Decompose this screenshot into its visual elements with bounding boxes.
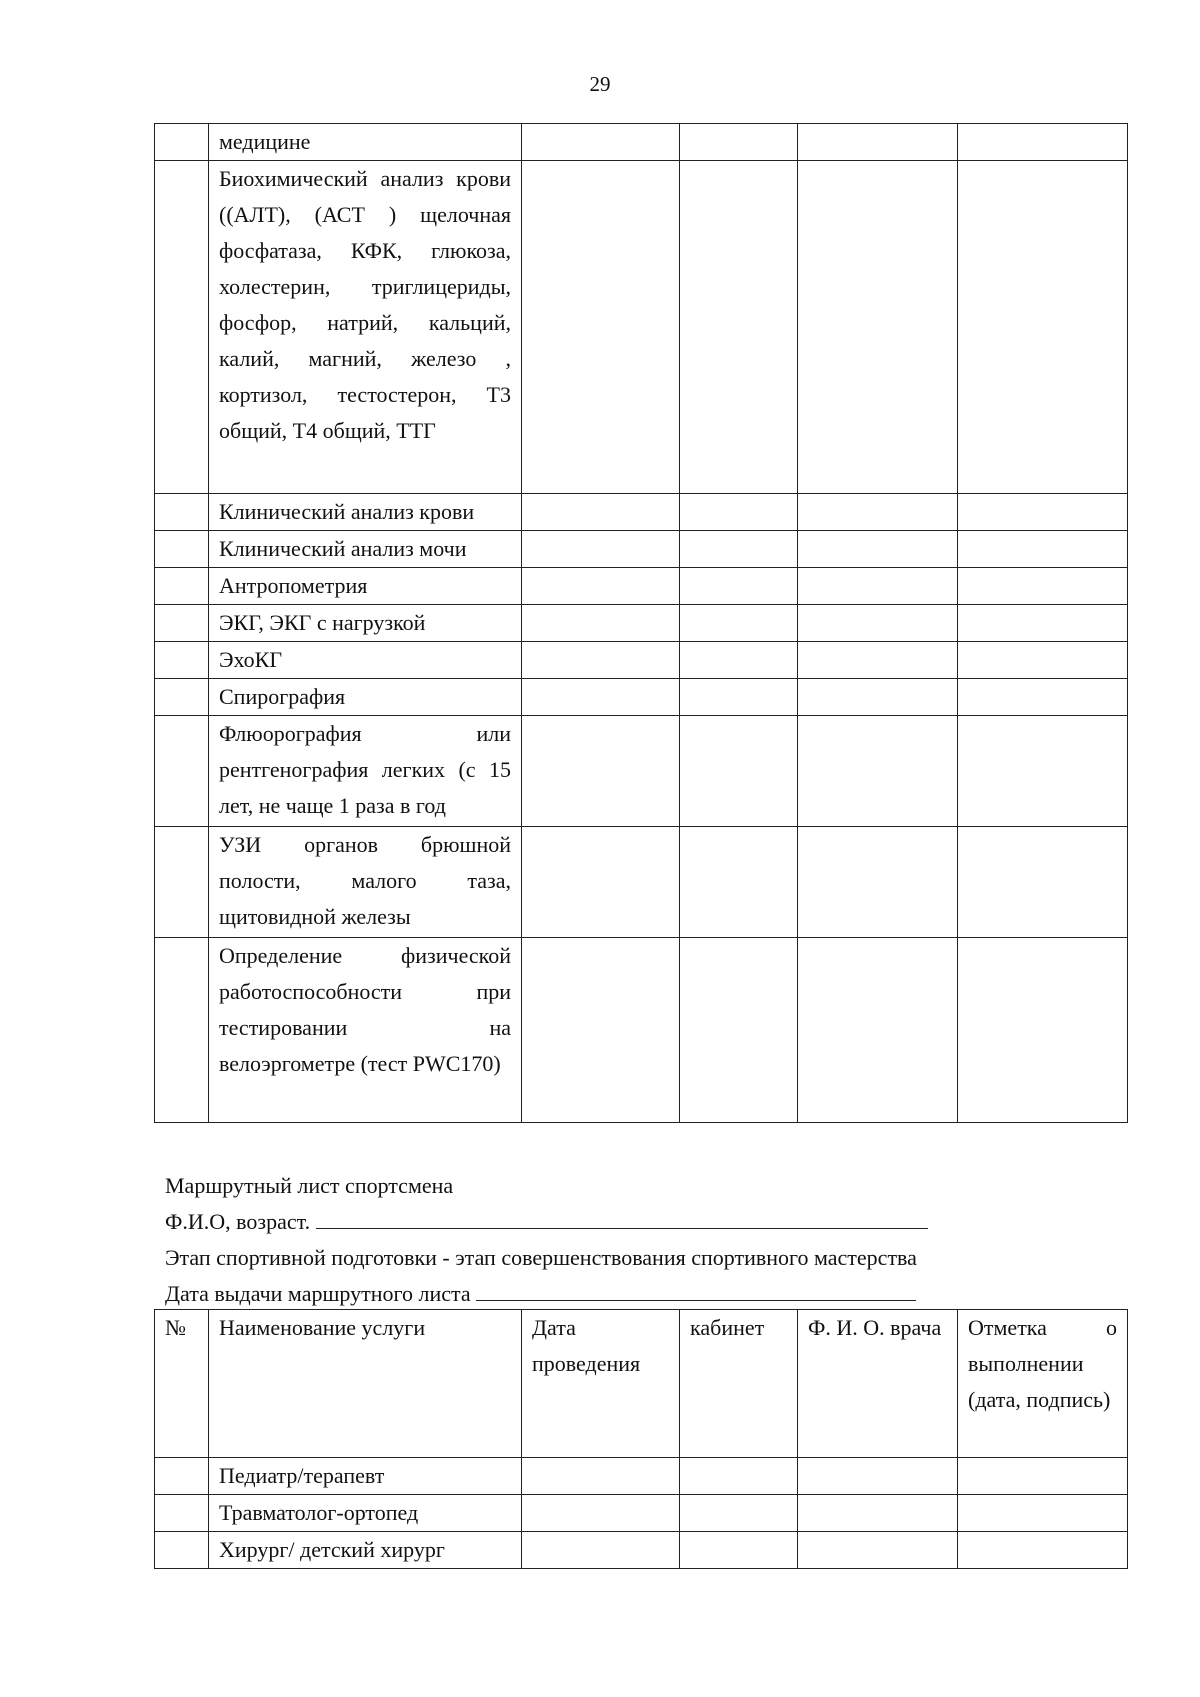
row-number-cell xyxy=(155,938,209,1123)
row-number-cell xyxy=(155,679,209,716)
doctor-cell[interactable] xyxy=(798,1458,958,1495)
date-cell[interactable] xyxy=(522,1532,680,1569)
date-cell[interactable] xyxy=(522,1495,680,1532)
table-row xyxy=(155,1458,1128,1495)
header-cabinet: кабинет xyxy=(680,1310,798,1458)
table-row xyxy=(155,494,1128,531)
service-name-cell: Антропометрия xyxy=(209,568,522,605)
service-name-cell: Клинический анализ мочи xyxy=(209,531,522,568)
cabinet-cell[interactable] xyxy=(680,605,798,642)
doctor-cell[interactable] xyxy=(798,568,958,605)
cabinet-cell[interactable] xyxy=(680,1532,798,1569)
route-sheet-header xyxy=(165,1168,1125,1312)
cabinet-cell[interactable] xyxy=(680,1458,798,1495)
mark-cell[interactable] xyxy=(958,938,1128,1123)
row-number-cell xyxy=(155,494,209,531)
table-row xyxy=(155,827,1128,938)
row-number-cell xyxy=(155,568,209,605)
service-name-cell: Хирург/ детский хирург xyxy=(209,1532,522,1569)
name-age-field[interactable] xyxy=(316,1206,928,1229)
mark-cell[interactable] xyxy=(958,716,1128,827)
date-cell[interactable] xyxy=(522,161,680,494)
service-name-cell: Биохимический анализ крови ((АЛТ), (АСТ ) щелочная фосфатаза, КФК, глюкоза, холестерин, триглицериды, фосфор, натрий, кальций, калий, магний, железо , кортизол, тестостерон, Т3 общий, Т4 общий, ТТГ xyxy=(209,161,522,494)
mark-cell[interactable] xyxy=(958,679,1128,716)
date-cell[interactable] xyxy=(522,124,680,161)
row-number-cell xyxy=(155,531,209,568)
mark-cell[interactable] xyxy=(958,1532,1128,1569)
header-doctor: Ф. И. О. врача xyxy=(798,1310,958,1458)
service-name-cell: Определение физической работоспособности при тестировании на велоэргометре (тест PWC170) xyxy=(209,938,522,1123)
table-row xyxy=(155,124,1128,161)
table-row xyxy=(155,531,1128,568)
date-cell[interactable] xyxy=(522,679,680,716)
doctor-cell[interactable] xyxy=(798,605,958,642)
table-row xyxy=(155,161,1128,494)
date-cell[interactable] xyxy=(522,568,680,605)
name-age-line xyxy=(165,1204,1125,1240)
date-cell[interactable] xyxy=(522,938,680,1123)
row-number-cell xyxy=(155,124,209,161)
services-table-continued xyxy=(154,123,1128,1123)
doctor-cell[interactable] xyxy=(798,1532,958,1569)
issue-date-field[interactable] xyxy=(476,1278,916,1301)
mark-cell[interactable] xyxy=(958,1458,1128,1495)
table-row xyxy=(155,938,1128,1123)
header-number: № xyxy=(155,1310,209,1458)
table-header-row xyxy=(155,1310,1128,1458)
table-row xyxy=(155,642,1128,679)
cabinet-cell[interactable] xyxy=(680,1495,798,1532)
header-mark: Отметка о выполнении (дата, подпись) xyxy=(958,1310,1128,1458)
service-name-cell: Флюорография или рентгенография легких (с 15 лет, не чаще 1 раза в год xyxy=(209,716,522,827)
service-name-cell: Спирография xyxy=(209,679,522,716)
doctor-cell[interactable] xyxy=(798,531,958,568)
stage-line: Этап спортивной подготовки - этап совершенствования спортивного мастерства xyxy=(165,1245,917,1270)
mark-cell[interactable] xyxy=(958,568,1128,605)
mark-cell[interactable] xyxy=(958,605,1128,642)
cabinet-cell[interactable] xyxy=(680,124,798,161)
doctor-cell[interactable] xyxy=(798,679,958,716)
header-date: Дата проведения xyxy=(522,1310,680,1458)
table-row xyxy=(155,568,1128,605)
date-cell[interactable] xyxy=(522,494,680,531)
date-cell[interactable] xyxy=(522,642,680,679)
date-cell[interactable] xyxy=(522,531,680,568)
doctor-cell[interactable] xyxy=(798,938,958,1123)
row-number-cell xyxy=(155,642,209,679)
row-number-cell xyxy=(155,827,209,938)
doctor-cell[interactable] xyxy=(798,642,958,679)
table-row xyxy=(155,716,1128,827)
doctor-cell[interactable] xyxy=(798,161,958,494)
table-row xyxy=(155,1532,1128,1569)
row-number-cell xyxy=(155,605,209,642)
row-number-cell xyxy=(155,1495,209,1532)
cabinet-cell[interactable] xyxy=(680,827,798,938)
table-row xyxy=(155,1495,1128,1532)
cabinet-cell[interactable] xyxy=(680,494,798,531)
services-table-route-sheet xyxy=(154,1309,1128,1569)
cabinet-cell[interactable] xyxy=(680,531,798,568)
issue-date-line xyxy=(165,1276,1125,1312)
service-name-cell: Травматолог-ортопед xyxy=(209,1495,522,1532)
service-name-cell: медицине xyxy=(209,124,522,161)
table-row xyxy=(155,605,1128,642)
cabinet-cell[interactable] xyxy=(680,938,798,1123)
mark-cell[interactable] xyxy=(958,161,1128,494)
issue-date-label: Дата выдачи маршрутного листа xyxy=(165,1281,471,1306)
mark-cell[interactable] xyxy=(958,1495,1128,1532)
service-name-cell: Педиатр/терапевт xyxy=(209,1458,522,1495)
service-name-cell: Клинический анализ крови xyxy=(209,494,522,531)
header-service: Наименование услуги xyxy=(209,1310,522,1458)
row-number-cell xyxy=(155,1458,209,1495)
cabinet-cell[interactable] xyxy=(680,716,798,827)
mark-cell[interactable] xyxy=(958,531,1128,568)
service-name-cell: ЭхоКГ xyxy=(209,642,522,679)
mark-cell[interactable] xyxy=(958,494,1128,531)
service-name-cell: ЭКГ, ЭКГ с нагрузкой xyxy=(209,605,522,642)
page-number: 29 xyxy=(589,72,611,96)
doctor-cell[interactable] xyxy=(798,716,958,827)
cabinet-cell[interactable] xyxy=(680,568,798,605)
name-age-label: Ф.И.О, возраст. xyxy=(165,1209,311,1234)
cabinet-cell[interactable] xyxy=(680,642,798,679)
cabinet-cell[interactable] xyxy=(680,679,798,716)
mark-cell[interactable] xyxy=(958,124,1128,161)
row-number-cell xyxy=(155,161,209,494)
row-number-cell xyxy=(155,716,209,827)
mark-cell[interactable] xyxy=(958,642,1128,679)
route-sheet-title: Маршрутный лист спортсмена xyxy=(165,1173,454,1198)
service-name-cell: УЗИ органов брюшной полости, малого таза, щитовидной железы xyxy=(209,827,522,938)
date-cell[interactable] xyxy=(522,605,680,642)
mark-cell[interactable] xyxy=(958,827,1128,938)
table-row xyxy=(155,679,1128,716)
date-cell[interactable] xyxy=(522,1458,680,1495)
date-cell[interactable] xyxy=(522,827,680,938)
date-cell[interactable] xyxy=(522,716,680,827)
doctor-cell[interactable] xyxy=(798,494,958,531)
cabinet-cell[interactable] xyxy=(680,161,798,494)
doctor-cell[interactable] xyxy=(798,124,958,161)
row-number-cell xyxy=(155,1532,209,1569)
doctor-cell[interactable] xyxy=(798,827,958,938)
doctor-cell[interactable] xyxy=(798,1495,958,1532)
